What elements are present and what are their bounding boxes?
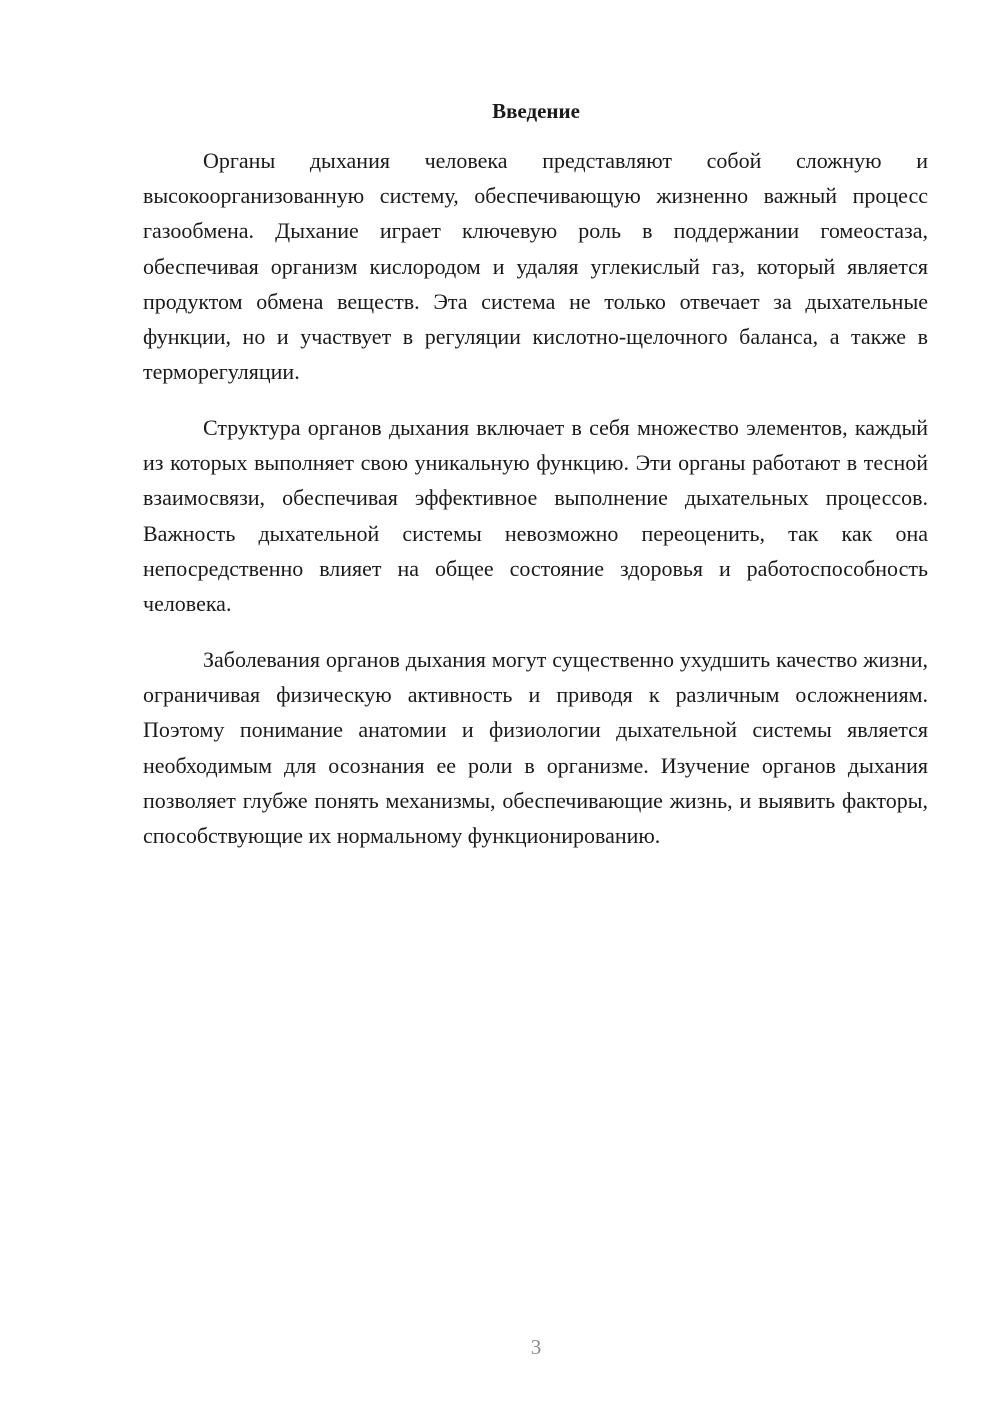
page-number: 3	[530, 1335, 542, 1359]
page-title: Введение	[492, 99, 580, 123]
paragraph-2: Структура органов дыхания включает в себя множество элементов, каждый из которых выполняет свою уникальную функцию. Эти органы работают в тесной взаимосвязи, обеспечивая эффективное выполнение дыхательных процессов. Важность дыхательной системы невозможно переоценить, так как она непосредственно влияет на общее состояние здоровья и работоспособность человека.	[143, 415, 928, 617]
paragraph-3: Заболевания органов дыхания могут существенно ухудшить качество жизни, ограничивая физическую активность и приводя к различным осложнениям. Поэтому понимание анатомии и физиологии дыхательной системы является необходимым для осознания ее роли в организме. Изучение органов дыхания позволяет глубже понять механизмы, обеспечивающие жизнь, и выявить факторы, способствующие их нормальному функционированию.	[143, 647, 928, 849]
paragraph-1: Органы дыхания человека представляют собой сложную и высокоорганизованную систему, обеспечивающую жизненно важный процесс газообмена. Дыхание играет ключевую роль в поддержании гомеостаза, обеспечивая организм кислородом и удаляя углекислый газ, который является продуктом обмена веществ. Эта система не только отвечает за дыхательные функции, но и участвует в регуляции кислотно-щелочного баланса, а также в терморегуляции.	[143, 148, 928, 385]
